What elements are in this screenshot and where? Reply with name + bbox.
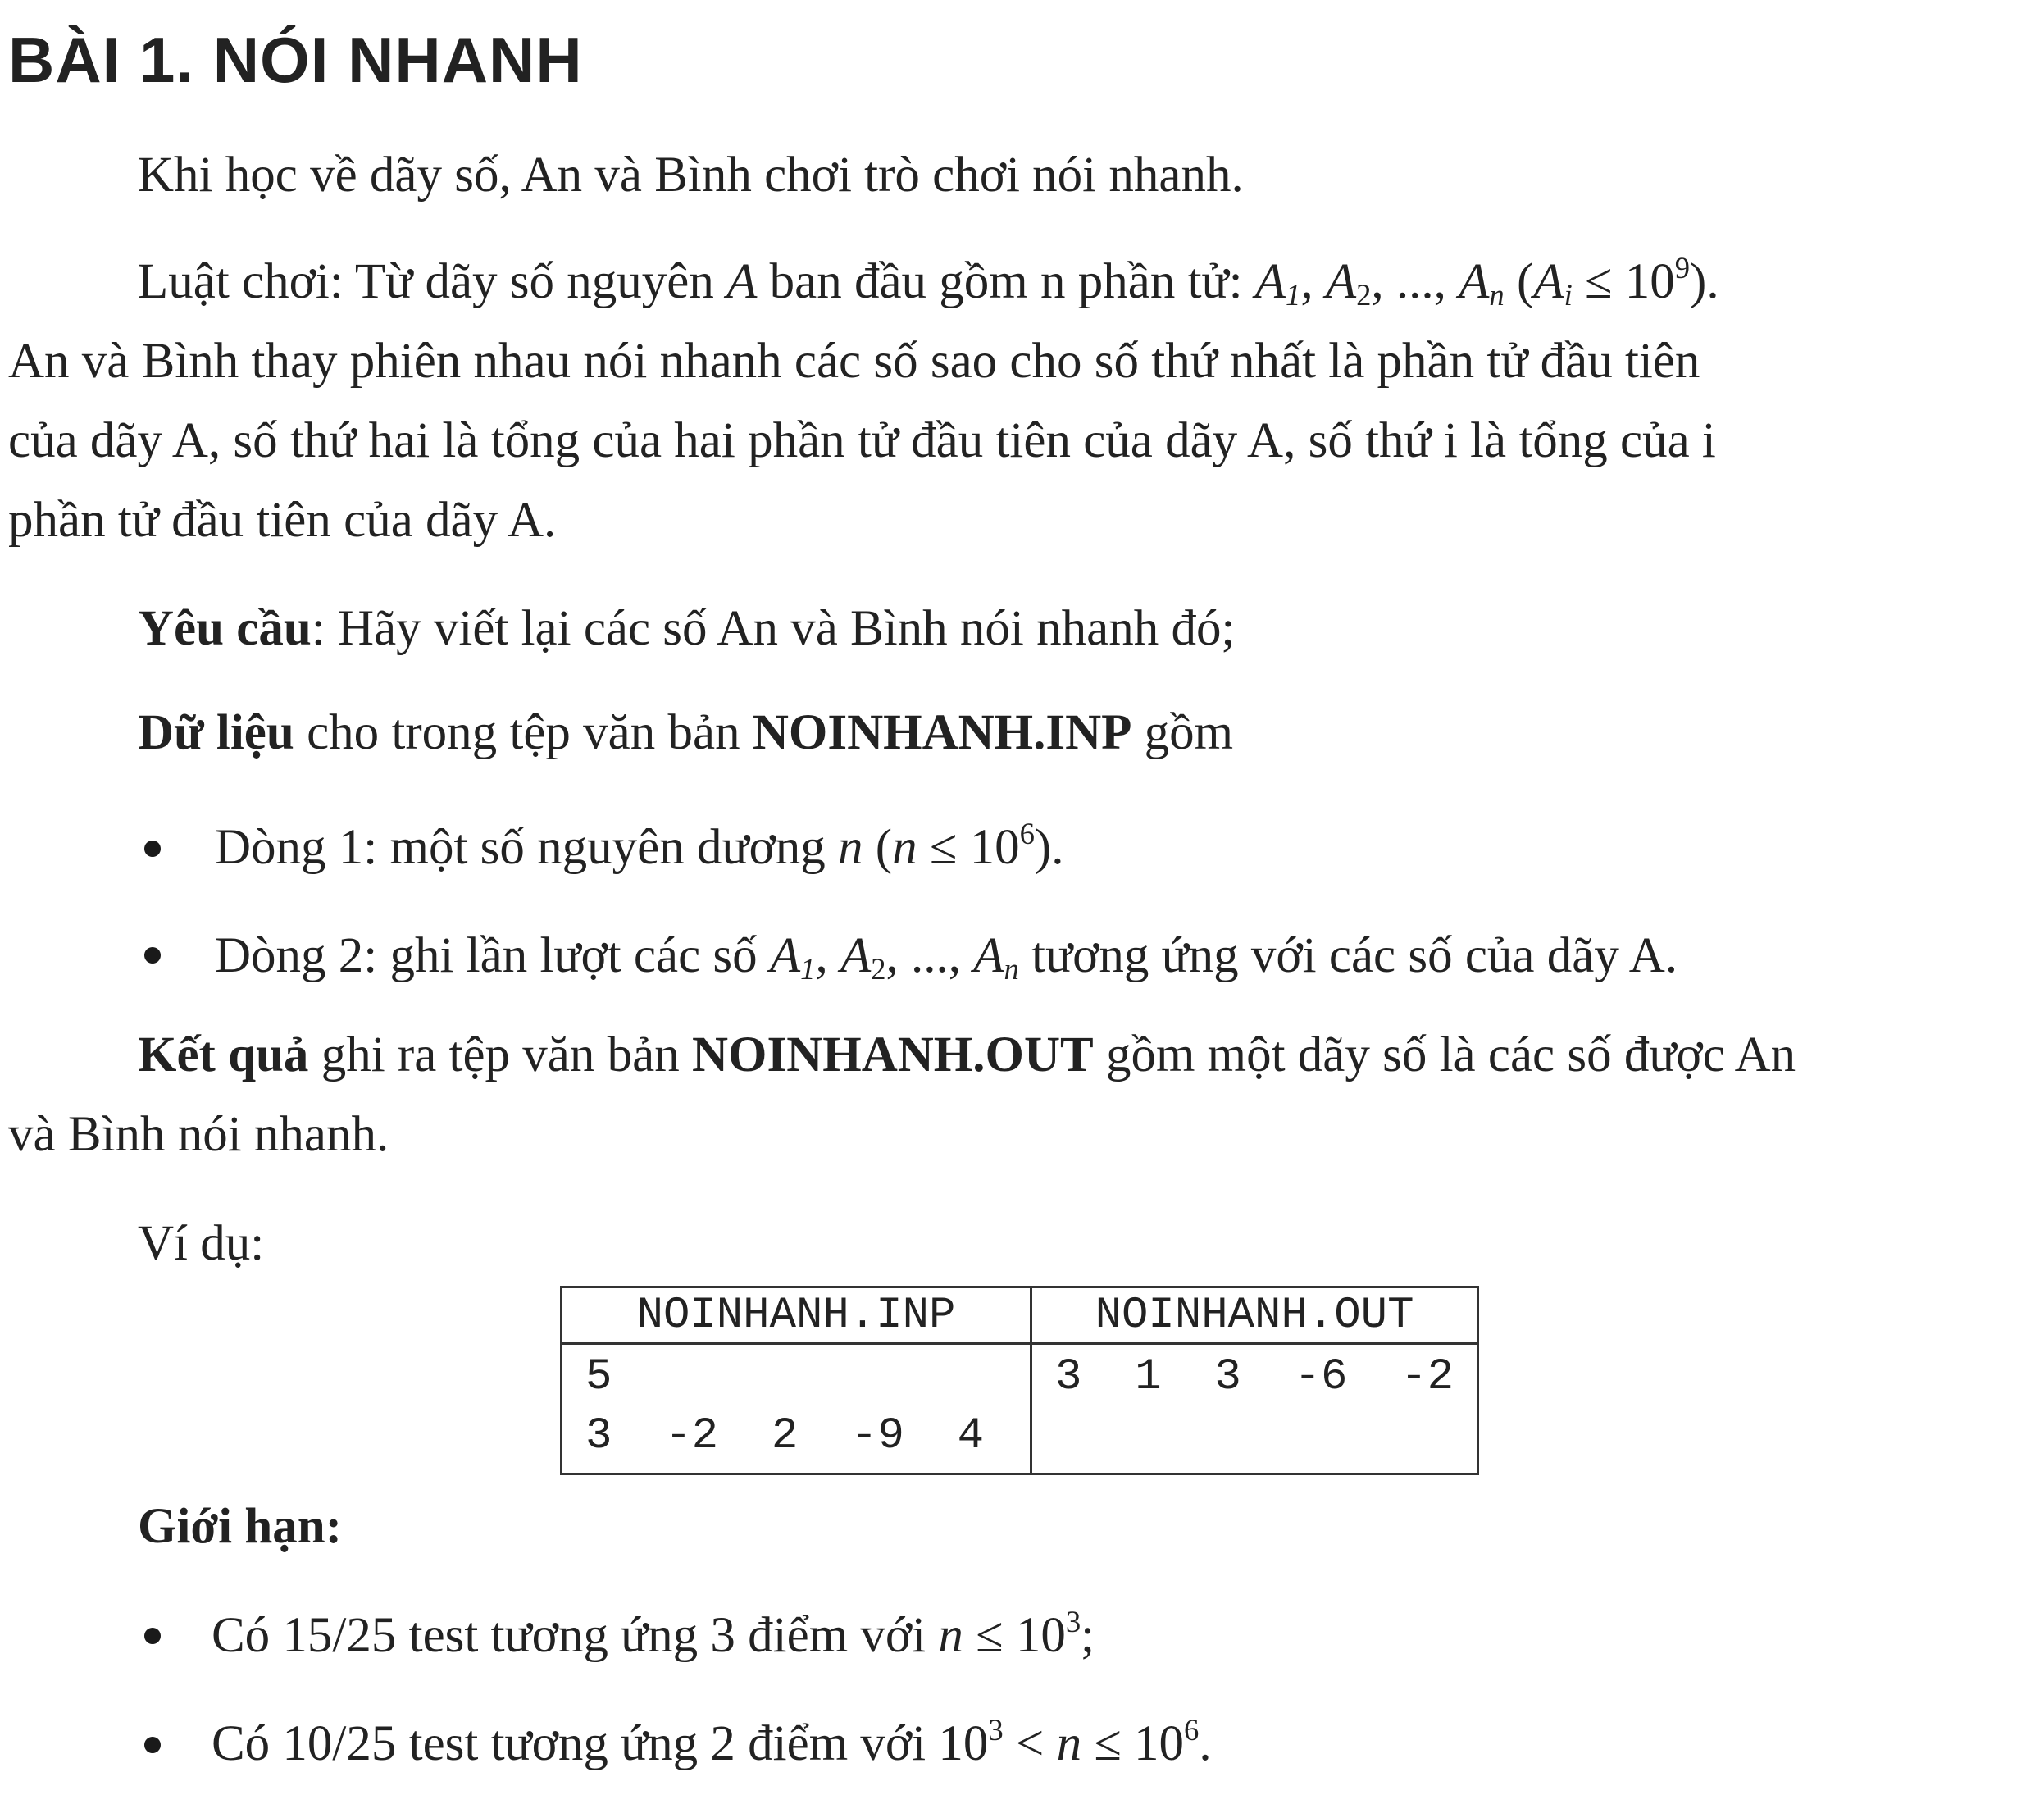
request-text: : Hãy viết lại các số An và Bình nói nhanh đó;	[311, 601, 1236, 656]
limit-2-end: .	[1199, 1716, 1212, 1771]
example-input-cell	[562, 1344, 1031, 1474]
example-output-cell	[1031, 1344, 1478, 1474]
rule-line-4: phần tử đầu tiên của dãy A.	[8, 493, 557, 548]
bullet-2-a1: A	[769, 928, 801, 983]
limit-2-lt: <	[1003, 1716, 1057, 1771]
output-desc-line-1	[8, 1015, 2033, 1095]
output-desc-paragraph	[8, 1015, 2033, 1174]
example-table-header-row	[562, 1287, 1478, 1344]
bullet-2-c2: , ...,	[885, 928, 974, 983]
bullet-dot-icon	[144, 947, 161, 964]
rule-seq-a2: A	[1325, 254, 1357, 309]
bullet-2-end: tương ứng với các số của dãy A.	[1018, 928, 1678, 983]
example-label: Ví dụ:	[138, 1216, 265, 1271]
example-input-line-1: 5	[585, 1352, 612, 1402]
bullet-1-le: ≤ 10	[917, 820, 1020, 875]
rule-var-a: A	[726, 254, 758, 309]
limit-2-le: ≤ 10	[1081, 1716, 1185, 1771]
bullet-dot-icon	[144, 1737, 161, 1753]
rule-sub-1: 1	[1286, 278, 1301, 312]
rule-sep-1: ,	[1300, 254, 1326, 309]
bullet-2-a2: A	[840, 928, 872, 983]
output-desc-end: gồm một dãy số là các số được An	[1093, 1027, 1796, 1082]
bullet-2-c1: ,	[815, 928, 840, 983]
rule-seq-a1: A	[1254, 254, 1286, 309]
bullet-1-sup: 6	[1019, 817, 1035, 851]
input-file-name: NOINHANH.INP	[752, 705, 1132, 760]
input-desc-mid: cho trong tệp văn bản	[294, 705, 753, 760]
rule-cond-le: ≤ 10	[1572, 254, 1675, 309]
input-bullet-line-2	[215, 916, 2044, 995]
rule-sub-i: i	[1564, 278, 1573, 312]
output-desc-mid: ghi ra tệp văn bản	[308, 1027, 692, 1082]
limit-2-n: n	[1056, 1716, 1082, 1771]
limit-1-end: ;	[1081, 1608, 1095, 1663]
problem-title: BÀI 1. NÓI NHANH	[8, 24, 583, 96]
bullet-2-sub2: 2	[871, 952, 886, 986]
bullet-1-end: ).	[1034, 820, 1064, 875]
rule-mid-text: ban đầu gồm n phần tử:	[757, 254, 1255, 309]
input-desc-label: Dữ liệu	[138, 705, 294, 760]
bullet-dot-icon	[144, 1628, 161, 1644]
rule-paren-open: (	[1504, 254, 1534, 309]
example-table	[560, 1286, 1479, 1475]
output-file-name: NOINHANH.OUT	[691, 1027, 1094, 1082]
bullet-1-mid: (	[863, 820, 893, 875]
rule-paragraph	[8, 242, 2033, 560]
rule-sup-9: 9	[1674, 251, 1691, 285]
example-table-row	[562, 1344, 1478, 1474]
limit-2-sup1: 3	[988, 1713, 1004, 1747]
bullet-2-subn: n	[1004, 952, 1019, 986]
rule-lead-text: Luật chơi: Từ dãy số nguyên	[138, 254, 727, 309]
limit-line-1	[212, 1596, 2044, 1675]
example-header-input: NOINHANH.INP	[562, 1287, 1031, 1344]
input-desc-end: gồm	[1131, 705, 1234, 760]
rule-end: ).	[1690, 254, 1719, 309]
example-input-line-2: 3 -2 2 -9 4	[585, 1411, 985, 1461]
limits-label	[8, 1487, 2033, 1566]
rule-sep-2: , ...,	[1371, 254, 1459, 309]
rule-sub-n: n	[1489, 278, 1505, 312]
bullet-1-n2: n	[892, 820, 917, 875]
limit-line-2	[212, 1704, 2044, 1784]
rule-cond-a: A	[1533, 254, 1564, 309]
limits-label-text: Giới hạn:	[138, 1499, 343, 1554]
rule-seq-an: A	[1459, 254, 1490, 309]
rule-line-3: của dãy A, số thứ hai là tổng của hai phần tử đầu tiên của dãy A, số thứ i là tổng của i	[8, 413, 1716, 468]
request-label: Yêu cầu	[138, 601, 312, 656]
limit-1-text: Có 15/25 test tương ứng 3 điểm với	[212, 1608, 939, 1663]
limit-1-n: n	[938, 1608, 963, 1663]
request-paragraph	[8, 589, 2033, 668]
intro-paragraph	[8, 135, 2033, 215]
rule-line-2: An và Bình thay phiên nhau nói nhanh các số sao cho số thứ nhất là phần tử đầu tiên	[8, 334, 1700, 389]
output-desc-label: Kết quả	[138, 1027, 309, 1082]
bullet-1-n: n	[838, 820, 863, 875]
bullet-1-text: Dòng 1: một số nguyên dương	[215, 820, 839, 875]
limit-2-text: Có 10/25 test tương ứng 2 điểm với 10	[212, 1716, 989, 1771]
output-desc-line-2: và Bình nói nhanh.	[8, 1107, 389, 1162]
bullet-2-text: Dòng 2: ghi lần lượt các số	[215, 928, 770, 983]
rule-sub-2: 2	[1356, 278, 1372, 312]
input-desc-paragraph	[8, 693, 2033, 772]
input-bullet-line-1	[215, 808, 2044, 887]
bullet-2-sub1: 1	[800, 952, 816, 986]
rule-line-1	[8, 242, 2033, 321]
limit-1-sup: 3	[1065, 1605, 1081, 1639]
bullet-dot-icon	[144, 841, 161, 857]
example-header-output: NOINHANH.OUT	[1031, 1287, 1478, 1344]
limit-1-le: ≤ 10	[963, 1608, 1066, 1663]
example-output-line-1: 3 1 3 -6 -2	[1055, 1352, 1454, 1402]
intro-text: Khi học về dãy số, An và Bình chơi trò chơi nói nhanh.	[138, 148, 1244, 203]
bullet-2-an: A	[973, 928, 1004, 983]
limit-2-sup2: 6	[1184, 1713, 1200, 1747]
